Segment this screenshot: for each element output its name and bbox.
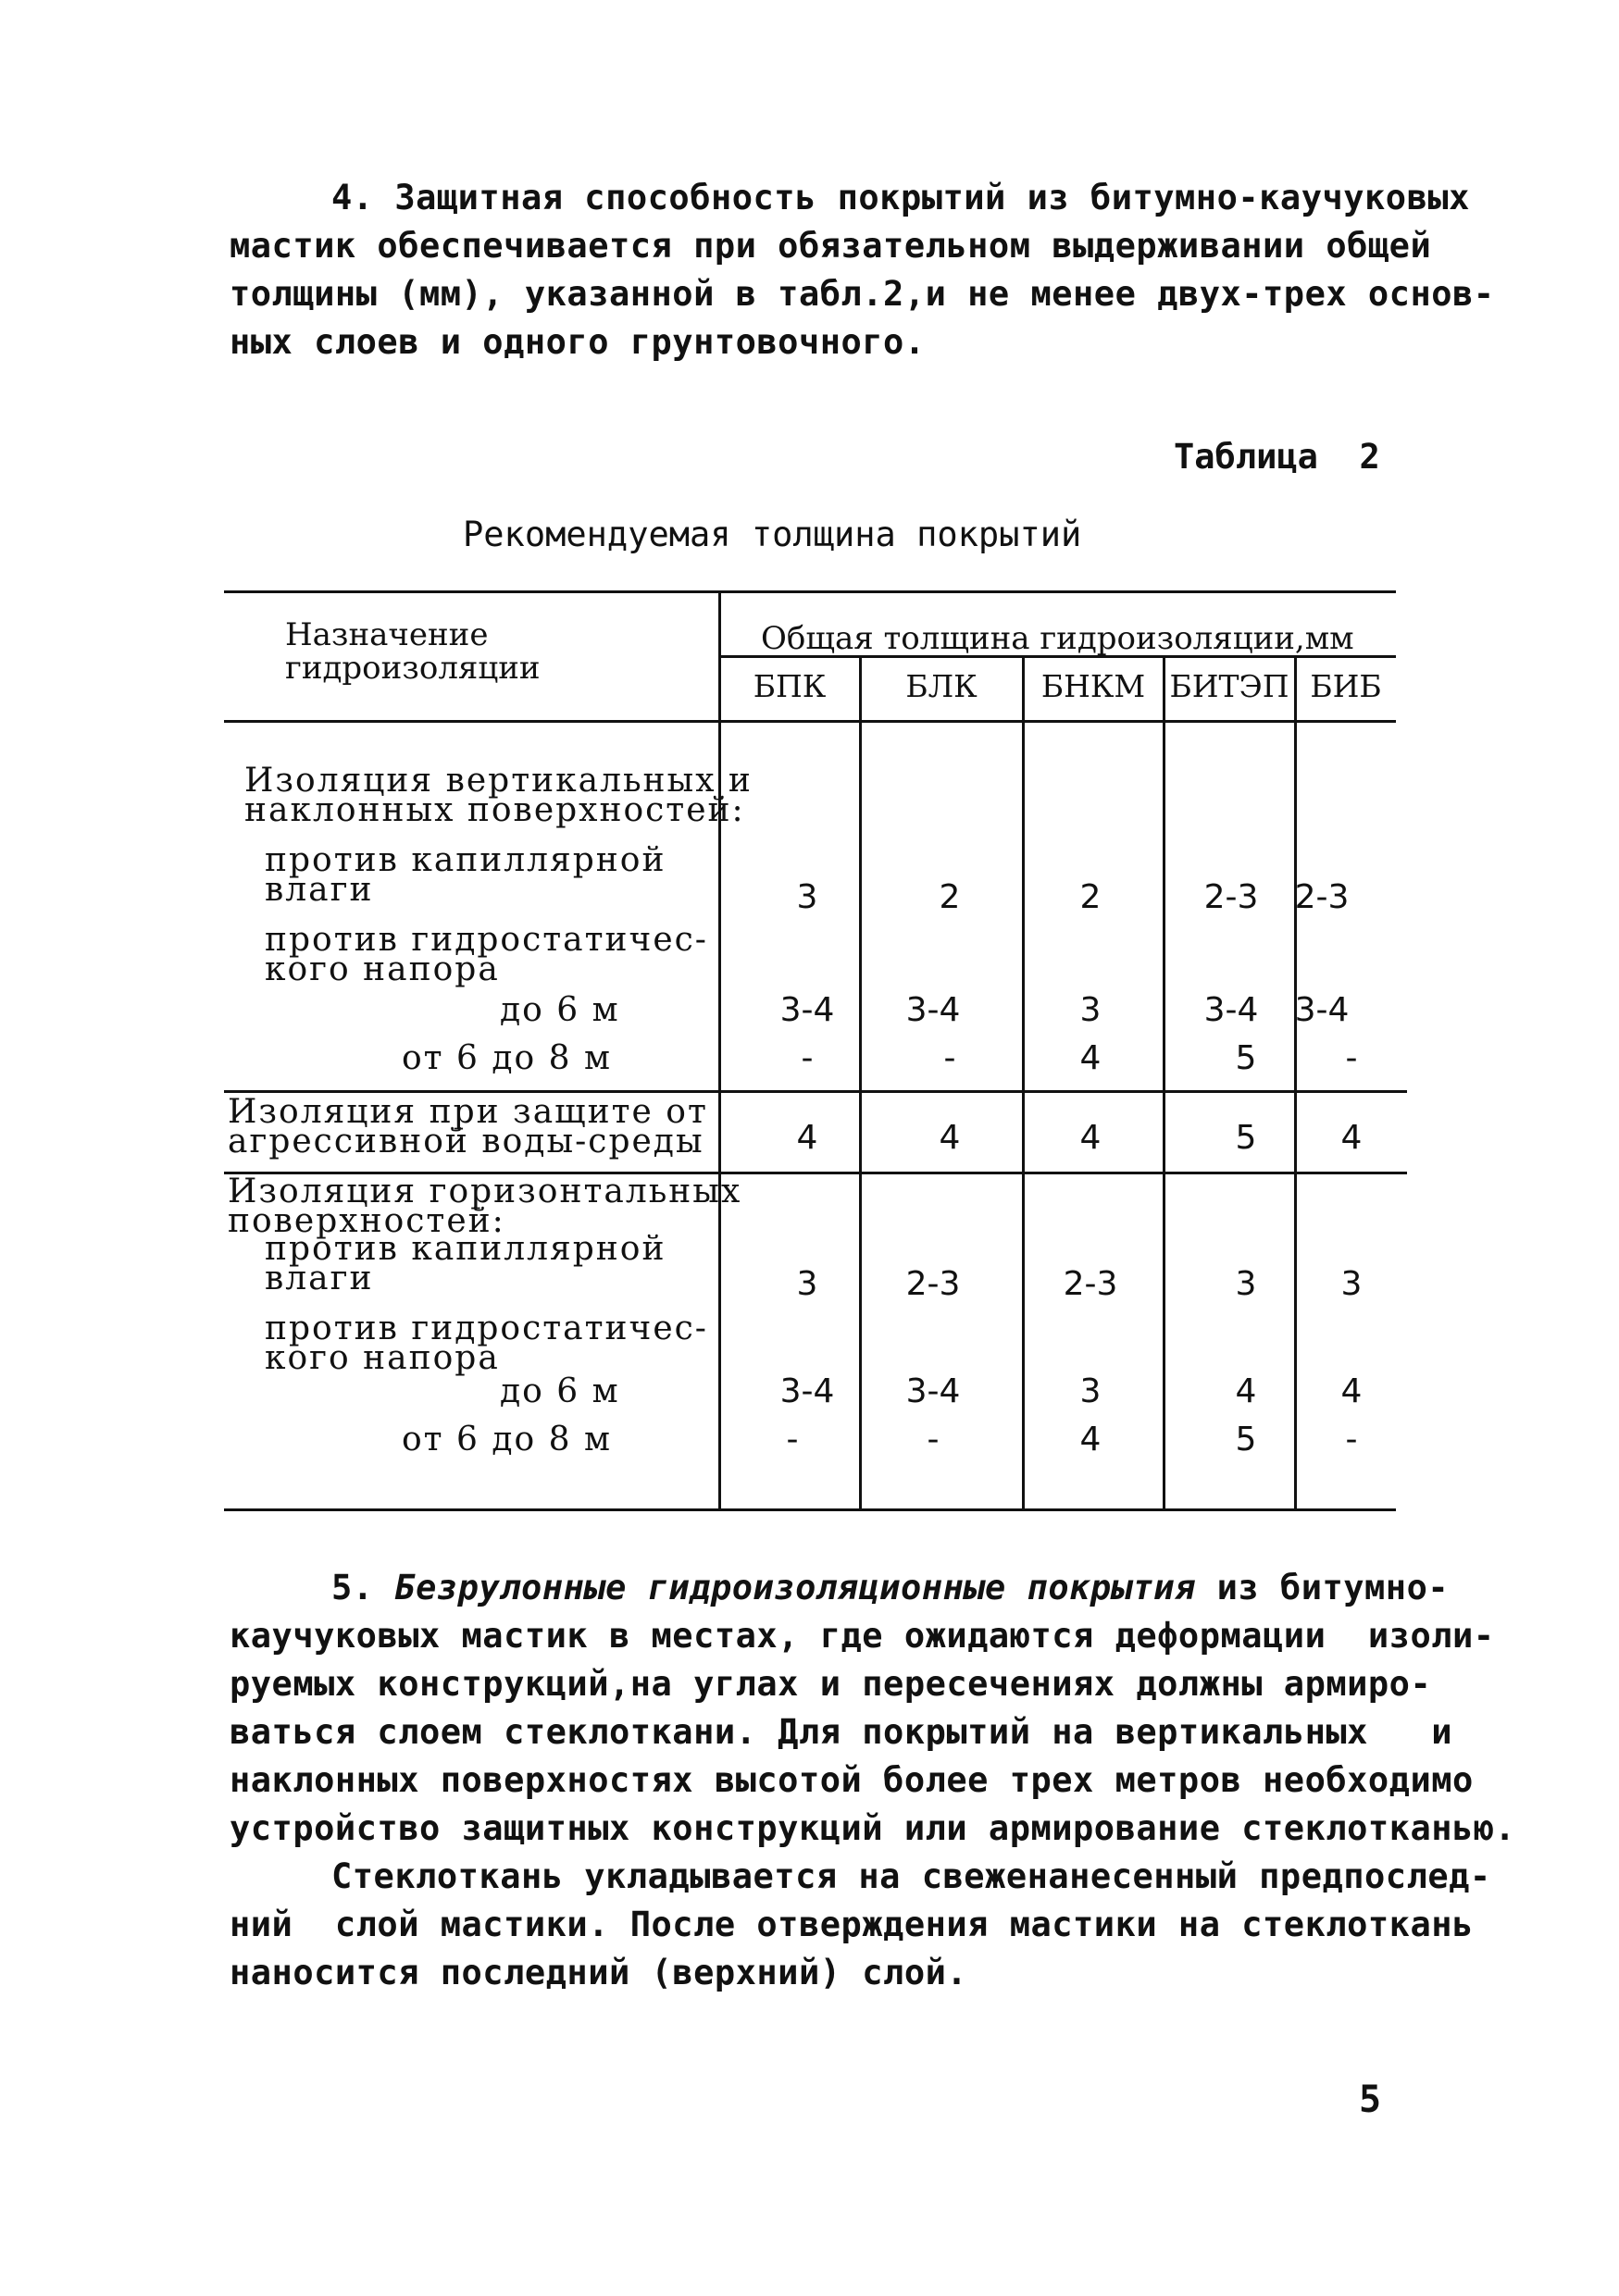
paragraph-4-line: мастик обеспечивается при обязательном выдерживании общей: [230, 226, 1432, 266]
section3-capillary-value: 2-3: [905, 1265, 961, 1303]
header-total-thickness: Общая толщина гидроизоляции,мм: [761, 620, 1354, 657]
section1-heading: Изоляция вертикальных и наклонных поверхностей:: [244, 762, 753, 829]
paragraph-6-line: наносится последний (верхний) слой.: [230, 1953, 968, 1992]
table-bottom-rule: [224, 1508, 1396, 1511]
paragraph-5-line: каучуковых мастик в местах, где ожидаются деформации изоли-: [230, 1616, 1495, 1656]
paragraph-5-line: 5. Безрулонные гидроизоляционные покрытия из битумно-: [331, 1568, 1450, 1607]
section1-up-to-6-label: до 6 м: [500, 991, 620, 1029]
section3-6-to-8-label: от 6 до 8 м: [402, 1421, 613, 1458]
section1-up-to-6-value: 3-4: [905, 991, 961, 1029]
table-label: Таблица 2: [1174, 437, 1380, 477]
table-vrule: [1163, 655, 1165, 1510]
section1-hydro-label: против гидростатичес- кого напора: [265, 921, 708, 988]
paragraph-5-line: руемых конструкций,на углах и пересечениях должны армиро-: [230, 1664, 1432, 1704]
section3-up-to-6-value: 4: [1235, 1372, 1257, 1410]
table-vrule: [718, 590, 721, 1510]
section3-up-to-6-value: 4: [1340, 1372, 1363, 1410]
section1-6-to-8-value: 5: [1235, 1039, 1257, 1077]
section3-6-to-8-value: -: [927, 1421, 940, 1458]
section3-6-to-8-value: -: [786, 1421, 799, 1458]
section3-up-to-6-value: 3: [1079, 1372, 1102, 1410]
section1-6-to-8-value: -: [801, 1039, 814, 1077]
table-vrule: [1022, 655, 1025, 1510]
header-bottom-rule: [224, 720, 1396, 723]
section1-6-to-8-label: от 6 до 8 м: [402, 1039, 613, 1077]
paragraph-5-line: ваться слоем стеклоткани. Для покрытий на вертикальных и: [230, 1712, 1453, 1752]
section1-up-to-6-value: 3-4: [1203, 991, 1259, 1029]
section3-capillary-label: против капиллярной влаги: [265, 1230, 666, 1297]
column-header: БИБ: [1310, 668, 1382, 704]
section1-up-to-6-value: 3-4: [1294, 991, 1350, 1029]
section1-6-to-8-value: -: [1345, 1039, 1358, 1077]
header-purpose: Назначение гидроизоляции: [285, 616, 541, 687]
section3-hydro-label: против гидростатичес- кого напора: [265, 1309, 708, 1377]
section2-value: 4: [1340, 1119, 1363, 1157]
section1-up-to-6-value: 3: [1079, 991, 1102, 1029]
section3-6-to-8-value: 4: [1079, 1421, 1102, 1458]
section3-heading: Изоляция горизонтальных поверхностей:: [228, 1173, 742, 1240]
section3-capillary-value: 3: [1235, 1265, 1257, 1303]
section1-up-to-6-value: 3-4: [779, 991, 835, 1029]
section1-capillary-value: 2-3: [1294, 878, 1350, 916]
paragraph-4: [230, 174, 1495, 366]
section1-capillary-value: 2: [939, 878, 961, 916]
section3-capillary-value: 3: [1340, 1265, 1363, 1303]
section1-capillary-label: против капиллярной влаги: [265, 841, 666, 909]
page-number: 5: [1359, 2079, 1382, 2121]
paragraph-4-line: 4. Защитная способность покрытий из битумно-каучуковых: [331, 178, 1470, 217]
column-header: БПК: [753, 668, 827, 704]
section2-value: 5: [1235, 1119, 1257, 1157]
paragraph-5-line: устройство защитных конструкций или армирование стеклотканью.: [230, 1808, 1516, 1848]
column-header: БИТЭП: [1169, 668, 1289, 704]
table-top-rule: [224, 590, 1396, 593]
paragraph-5-line: наклонных поверхностях высотой более трех метров необходимо: [230, 1760, 1474, 1800]
section2-label: Изоляция при защите от агрессивной воды-среды: [228, 1093, 708, 1160]
paragraph-5: [230, 1564, 1516, 1997]
paragraph-5-italic-phrase: Безрулонные гидроизоляционные покрытия: [394, 1568, 1196, 1607]
section1-capillary-value: 2: [1079, 878, 1102, 916]
column-header: БНКМ: [1040, 668, 1146, 704]
paragraph-6-line: Стеклоткань укладывается на свеженанесенный предпослед-: [331, 1856, 1491, 1896]
section1-capillary-value: 2-3: [1203, 878, 1259, 916]
table-title: Рекомендуемая толщина покрытий: [463, 515, 1082, 554]
section3-capillary-value: 3: [796, 1265, 818, 1303]
section3-up-to-6-value: 3-4: [905, 1372, 961, 1410]
paragraph-4-line: толщины (мм), указанной в табл.2,и не менее двух-трех основ-: [230, 274, 1495, 314]
section1-6-to-8-value: -: [943, 1039, 956, 1077]
section1-capillary-value: 3: [796, 878, 818, 916]
section2-value: 4: [796, 1119, 818, 1157]
paragraph-4-line: ных слоев и одного грунтовочного.: [230, 322, 926, 362]
column-header: БЛК: [905, 668, 978, 704]
section3-up-to-6-label: до 6 м: [500, 1372, 620, 1410]
section3-6-to-8-value: 5: [1235, 1421, 1257, 1458]
section1-6-to-8-value: 4: [1079, 1039, 1102, 1077]
section3-6-to-8-value: -: [1345, 1421, 1358, 1458]
section3-capillary-value: 2-3: [1063, 1265, 1118, 1303]
section2-value: 4: [939, 1119, 961, 1157]
section3-up-to-6-value: 3-4: [779, 1372, 835, 1410]
paragraph-6-line: ний слой мастики. После отверждения мастики на стеклоткань: [230, 1905, 1474, 1944]
section2-value: 4: [1079, 1119, 1102, 1157]
